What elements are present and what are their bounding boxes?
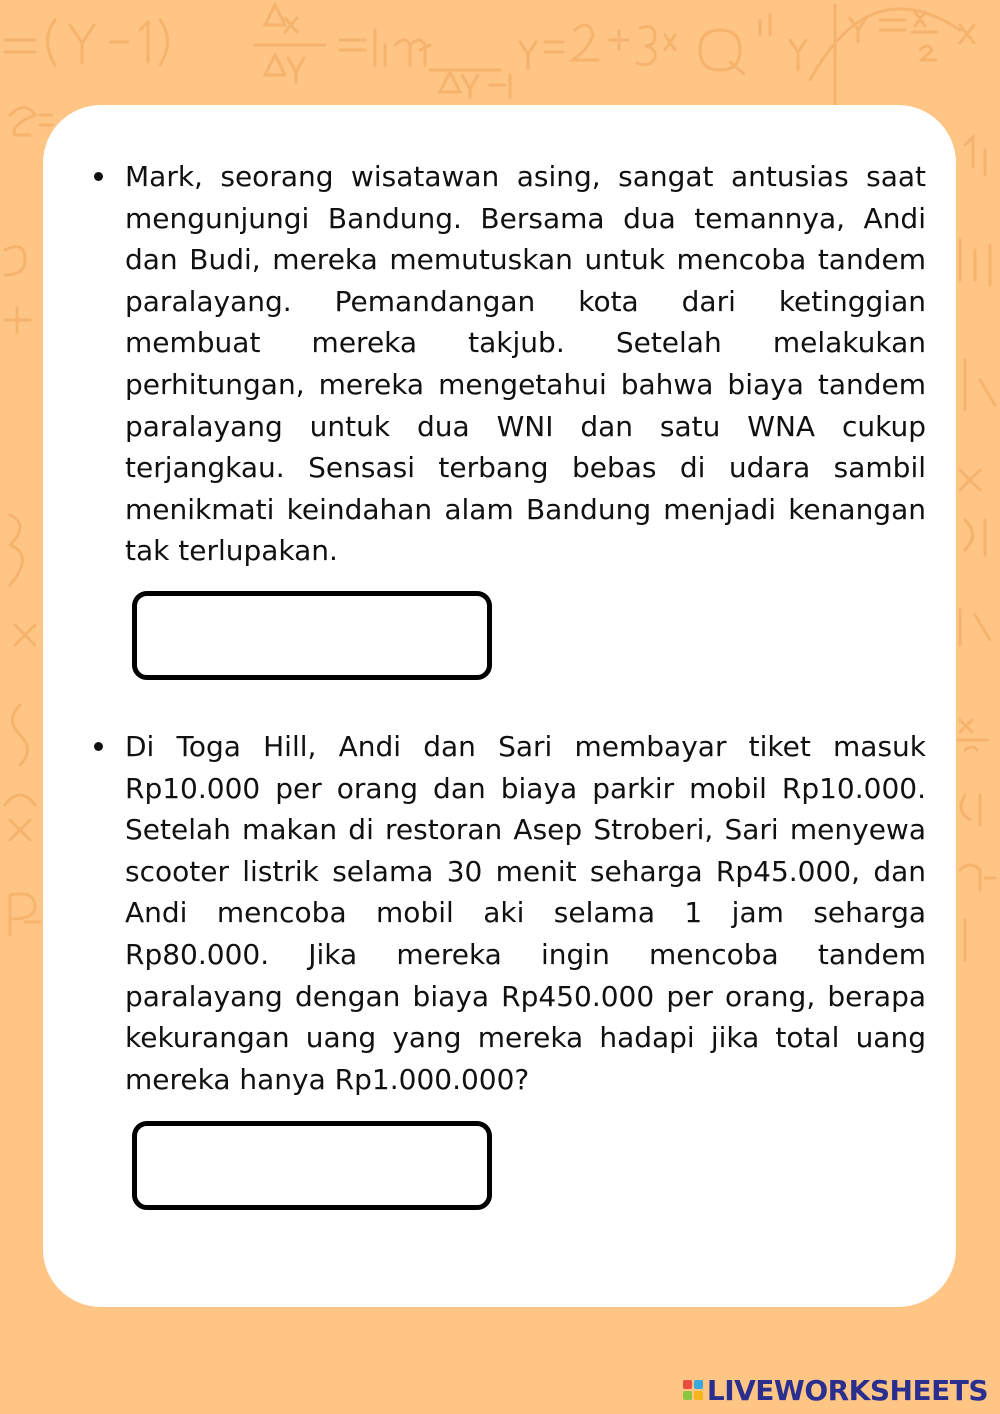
bullet-point: [94, 742, 103, 751]
logo-tile: [694, 1391, 703, 1400]
logo-tile: [683, 1391, 692, 1400]
liveworksheets-logo-icon: [683, 1380, 703, 1400]
logo-tile: [694, 1380, 703, 1389]
answer-input-1[interactable]: [132, 591, 492, 680]
question-text: Di Toga Hill, Andi dan Sari membayar tiket masuk Rp10.000 per orang dan biaya parkir mobil Rp10.000. Setelah makan di restoran Asep Stroberi, Sari menyewa scooter listrik selama 30 menit seharga Rp45.000, dan Andi mencoba mobil aki selama 1 jam seharga Rp80.000. Jika mereka ingin mencoba tandem paralayang dengan biaya Rp450.000 per orang, berapa kekurangan uang yang mereka hadapi jika total uang mereka hanya Rp1.000.000?: [125, 730, 926, 1096]
liveworksheets-brand: [683, 1372, 988, 1408]
question-text: Mark, seorang wisatawan asing, sangat antusias saat mengunjungi Bandung. Bersama dua temannya, Andi dan Budi, mereka memutuskan untuk mencoba tandem paralayang. Pemandangan kota dari ketinggian membuat mereka takjub. Setelah melakukan perhitungan, mereka mengetahui bahwa biaya tandem paralayang untuk dua WNI dan satu WNA cukup terjangkau. Sensasi terbang bebas di udara sambil menikmati keindahan alam Bandung menjadi kenangan tak terlupakan.: [125, 160, 926, 568]
bullet-point: [94, 172, 103, 181]
logo-tile: [683, 1380, 692, 1389]
brand-name: LIVEWORKSHEETS: [706, 1373, 988, 1407]
answer-input-2[interactable]: [132, 1121, 492, 1210]
